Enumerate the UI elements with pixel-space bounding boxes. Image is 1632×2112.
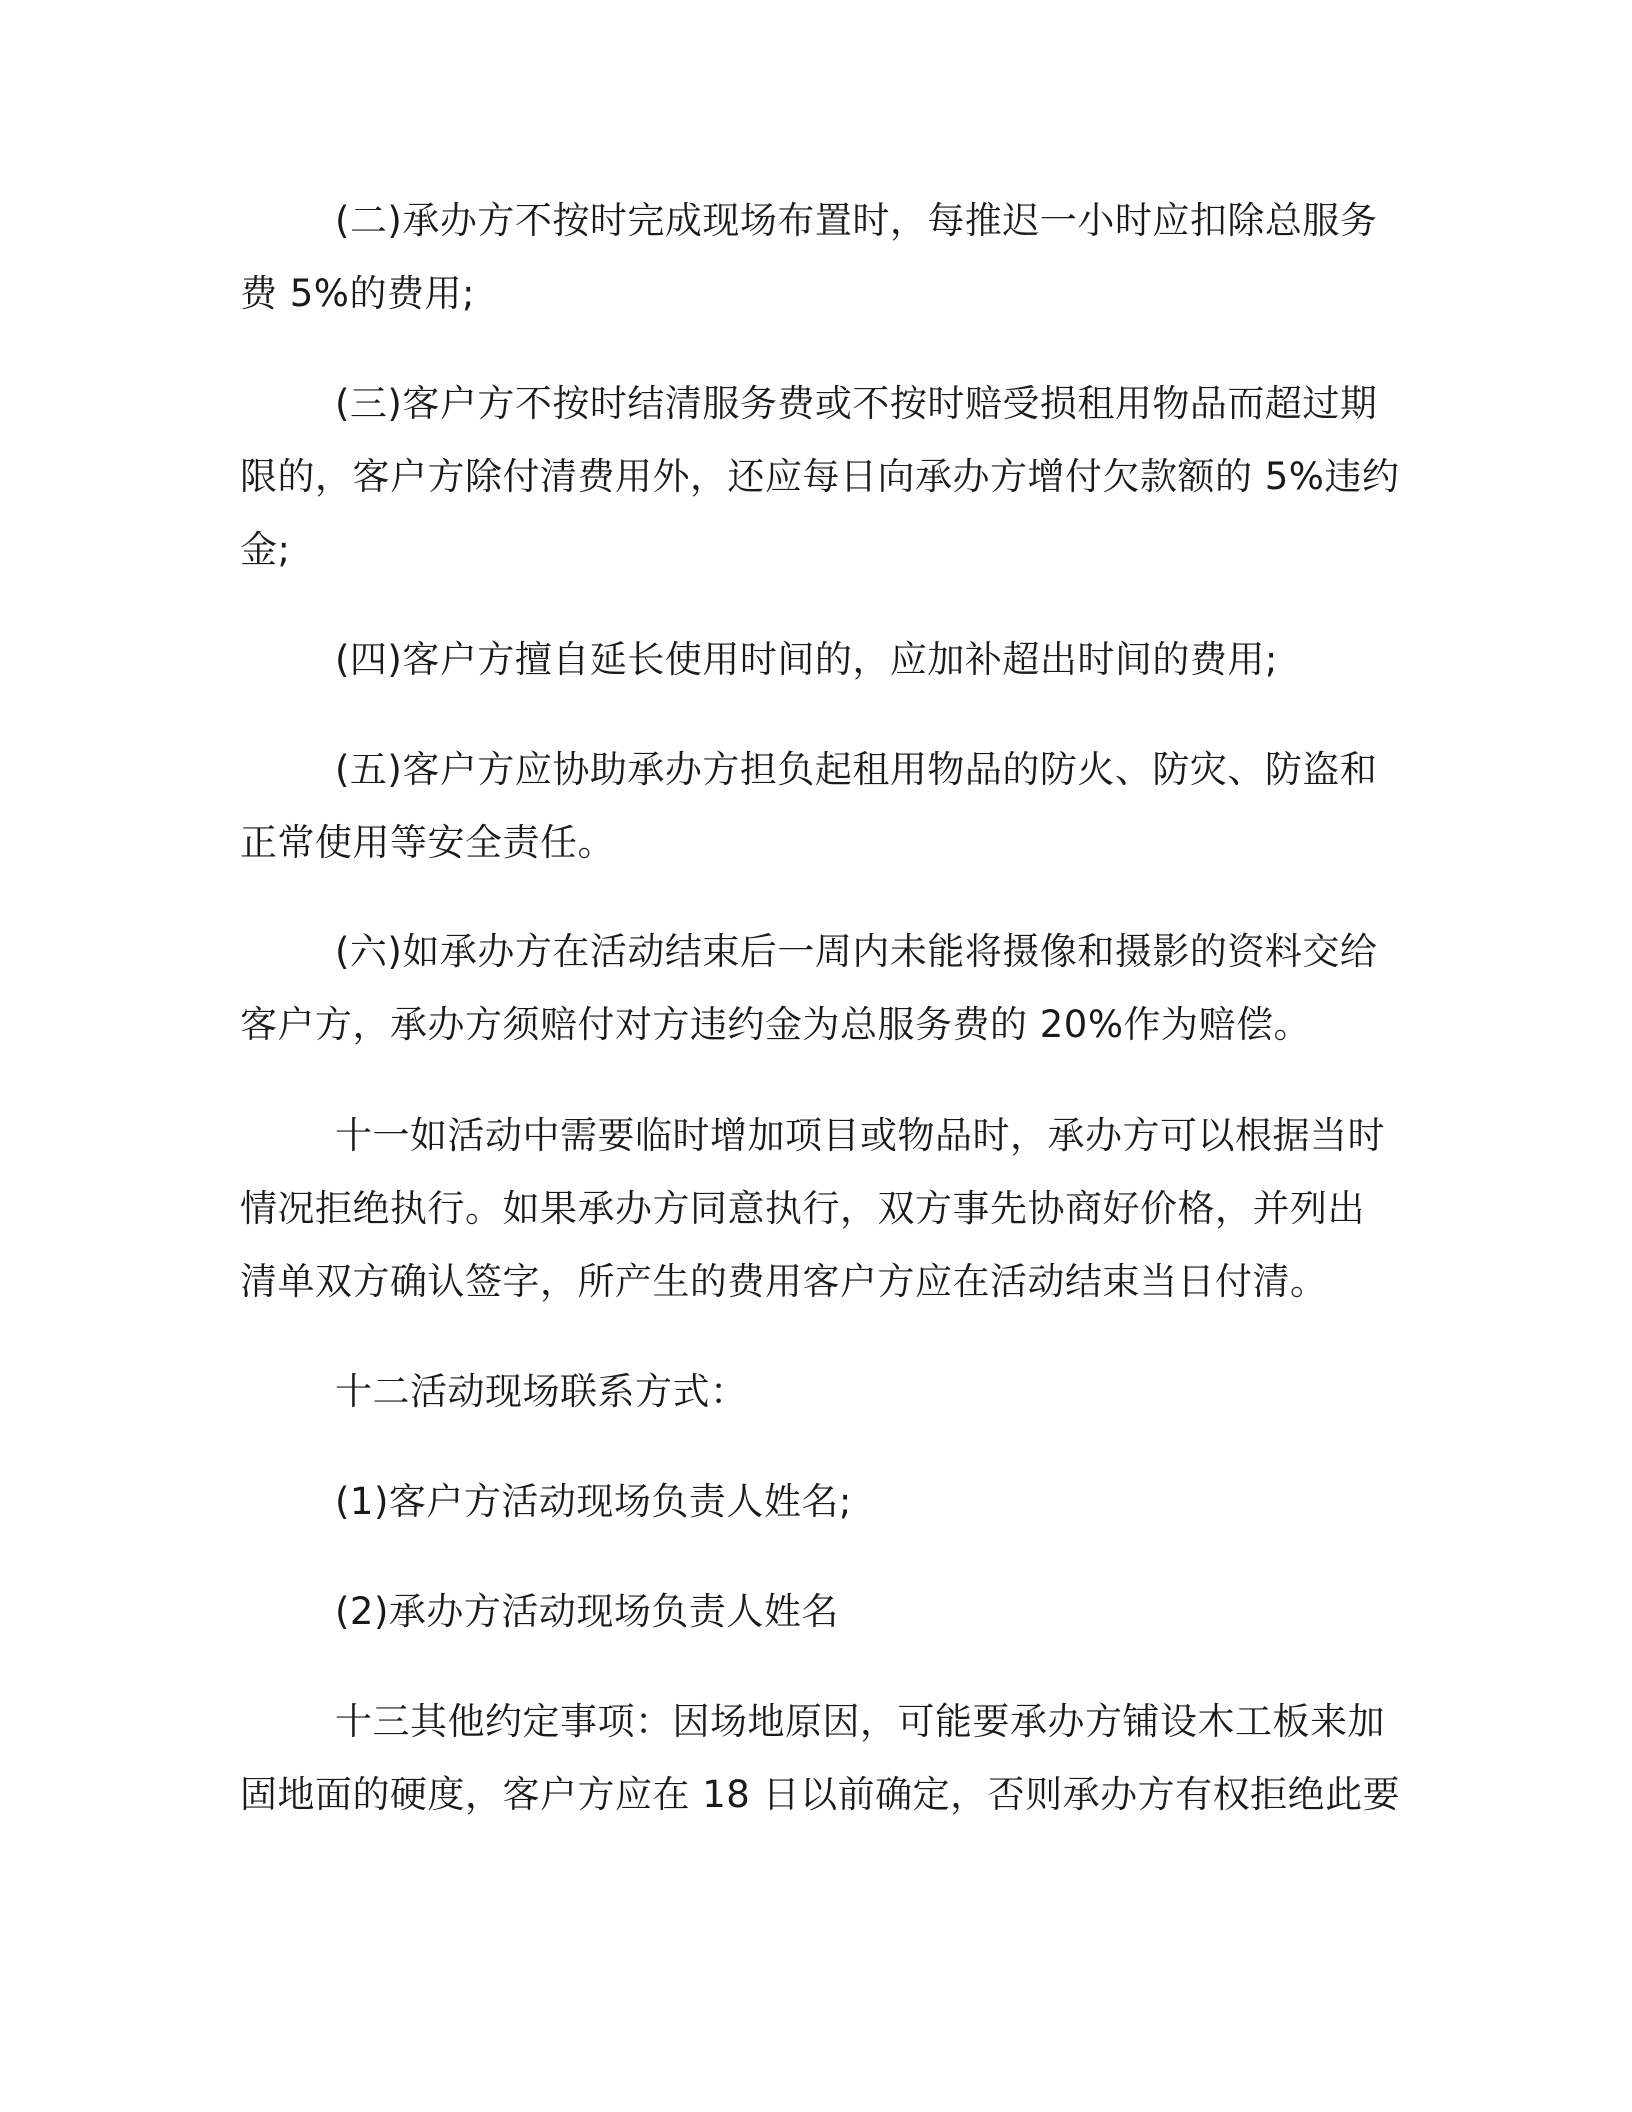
article-13-line-2: 固地面的硬度，客户方应在 18 日以前确定，否则承办方有权拒绝此要 [240, 1773, 1401, 1816]
clause-2-line-2: 费 5%的费用; [240, 272, 475, 315]
clause-6-line-1: (六)如承办方在活动结束后一周内未能将摄像和摄影的资料交给 [335, 930, 1378, 973]
article-12-heading: 十二活动现场联系方式： [335, 1370, 748, 1413]
clause-2-line-1: (二)承办方不按时完成现场布置时，每推迟一小时应扣除总服务 [335, 199, 1378, 242]
clause-3-line-3: 金; [240, 528, 291, 571]
article-11-line-3: 清单双方确认签字，所产生的费用客户方应在活动结束当日付清。 [240, 1260, 1328, 1303]
clause-5-line-1: (五)客户方应协助承办方担负起租用物品的防火、防灾、防盗和 [335, 748, 1378, 791]
clause-6-line-2: 客户方，承办方须赔付对方违约金为总服务费的 20%作为赔偿。 [240, 1003, 1311, 1046]
article-12-item-2: (2)承办方活动现场负责人姓名 [335, 1590, 839, 1633]
clause-3-line-2: 限的，客户方除付清费用外，还应每日向承办方增付欠款额的 5%违约 [240, 455, 1400, 498]
article-11-line-1: 十一如活动中需要临时增加项目或物品时，承办方可以根据当时 [335, 1114, 1385, 1157]
clause-5-line-2: 正常使用等安全责任。 [240, 821, 615, 864]
article-13-line-1: 十三其他约定事项：因场地原因，可能要承办方铺设木工板来加 [335, 1700, 1385, 1743]
clause-4-line-1: (四)客户方擅自延长使用时间的，应加补超出时间的费用; [335, 638, 1278, 681]
article-12-item-1: (1)客户方活动现场负责人姓名; [335, 1480, 852, 1523]
clause-3-line-1: (三)客户方不按时结清服务费或不按时赔受损租用物品而超过期 [335, 382, 1378, 425]
article-11-line-2: 情况拒绝执行。如果承办方同意执行，双方事先协商好价格，并列出 [240, 1187, 1365, 1230]
